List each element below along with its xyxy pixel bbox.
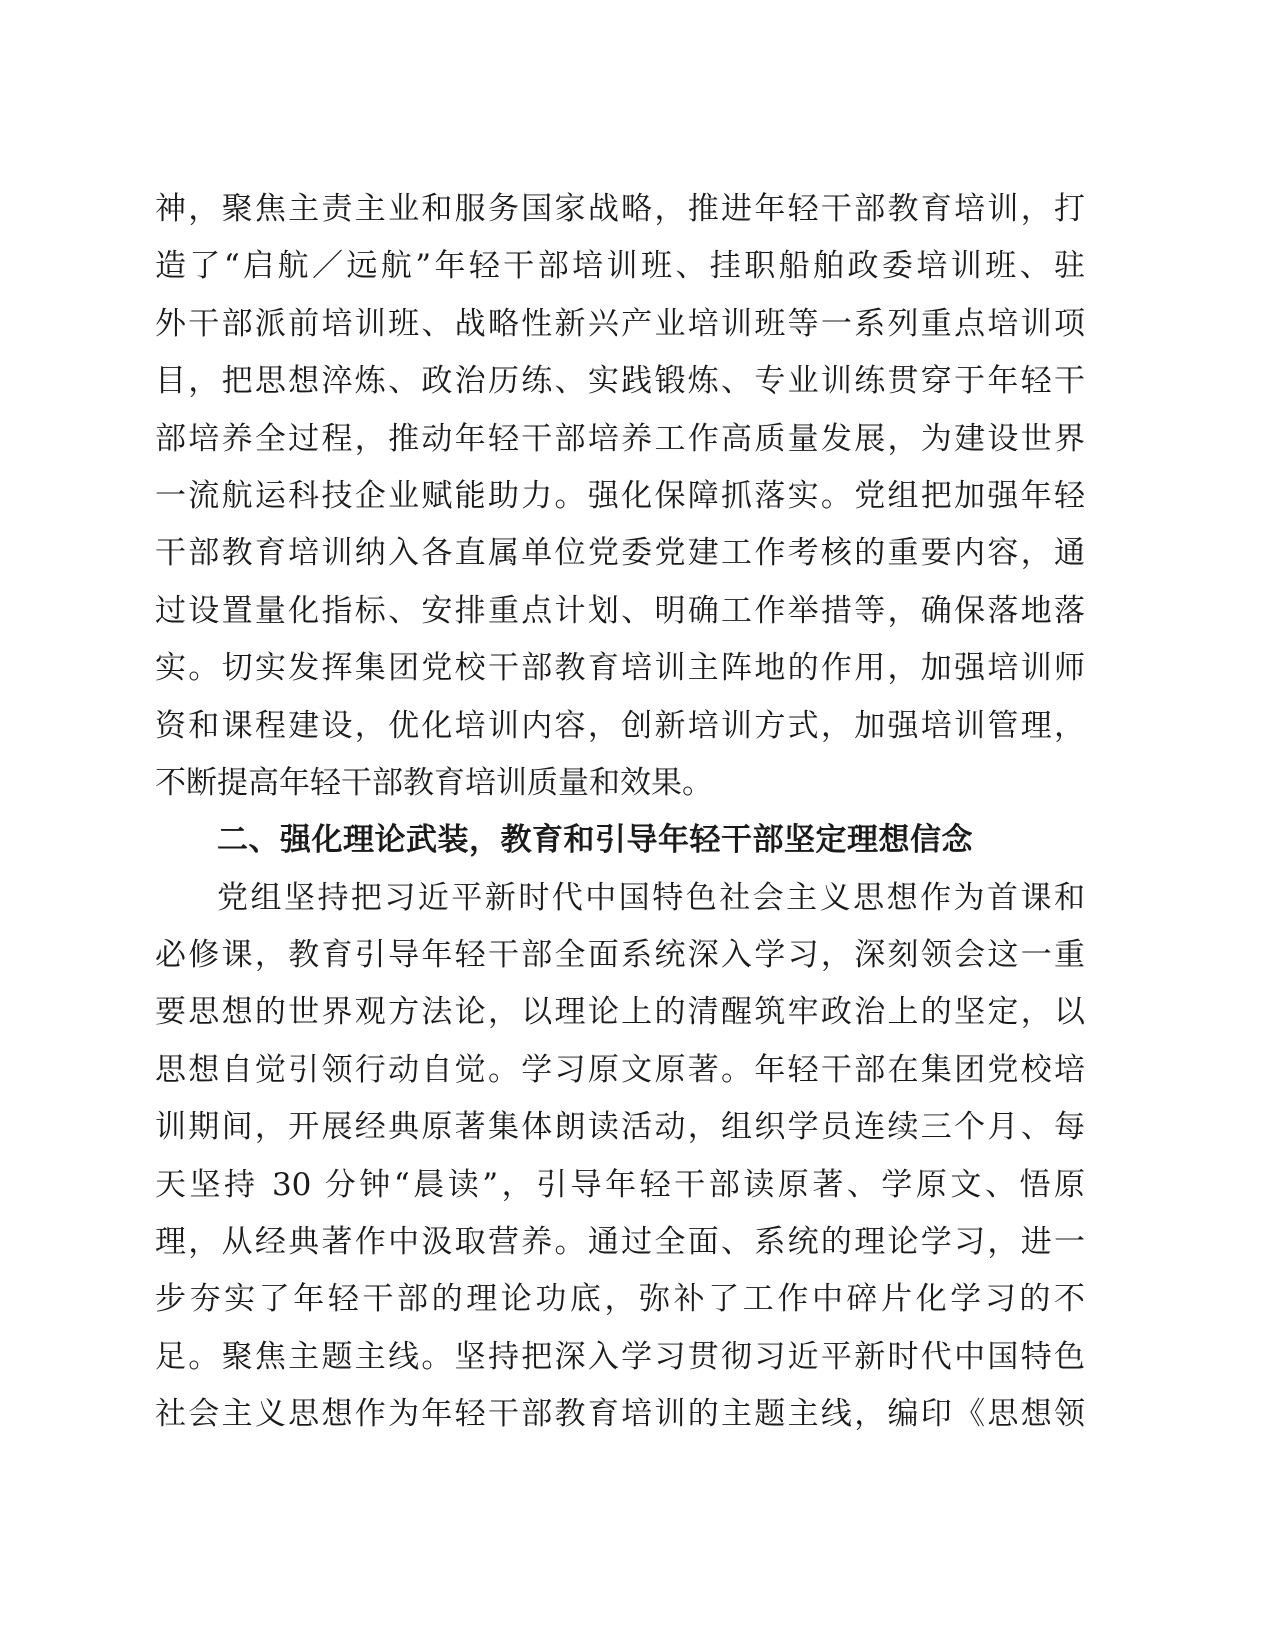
paragraph-line: 要思想的世界观方法论，以理论上的清醒筑牢政治上的坚定，以 [155,994,1085,1031]
paragraph-line: 天坚持 30 分钟“晨读”，引导年轻干部读原著、学原文、悟原 [155,1166,1085,1203]
paragraph-line: 足。聚焦主题主线。坚持把深入学习贯彻习近平新时代中国特色 [155,1338,1085,1375]
paragraph-line: 思想自觉引领行动自觉。学习原文原著。年轻干部在集团党校培 [155,1051,1085,1088]
paragraph-line: 造了“启航／远航”年轻干部培训班、挂职船舶政委培训班、驻 [155,248,1085,285]
paragraph-line: 神，聚焦主责主业和服务国家战略，推进年轻干部教育培训，打 [155,191,1085,227]
paragraph-line: 一流航运科技企业赋能助力。强化保障抓落实。党组把加强年轻 [155,477,1085,514]
paragraph-line: 社会主义思想作为年轻干部教育培训的主题主线，编印《思想领 [155,1396,1085,1433]
paragraph-line: 步夯实了年轻干部的理论功底，弥补了工作中碎片化学习的不 [155,1281,1085,1318]
paragraph-line: 理，从经典著作中汲取营养。通过全面、系统的理论学习，进一 [155,1224,1085,1261]
paragraph-line: 资和课程建设，优化培训内容，创新培训方式，加强培训管理， [155,707,1085,744]
section-heading: 二、强化理论武装，教育和引导年轻干部坚定理想信念 [217,822,973,859]
paragraph-line: 目，把思想淬炼、政治历练、实践锻炼、专业训练贯穿于年轻干 [155,363,1085,400]
paragraph-line: 必修课，教育引导年轻干部全面系统深入学习，深刻领会这一重 [155,937,1085,974]
paragraph-line: 部培养全过程，推动年轻干部培养工作高质量发展，为建设世界 [155,420,1085,457]
paragraph-line: 过设置量化指标、安排重点计划、明确工作举措等，确保落地落 [155,592,1085,629]
paragraph-line: 党组坚持把习近平新时代中国特色社会主义思想作为首课和 [217,879,1085,916]
paragraph-line: 干部教育培训纳入各直属单位党委党建工作考核的重要内容，通 [155,535,1085,572]
paragraph-line: 实。切实发挥集团党校干部教育培训主阵地的作用，加强培训师 [155,650,1085,687]
paragraph-line: 外干部派前培训班、战略性新兴产业培训班等一系列重点培训项 [155,305,1085,342]
document-body [155,181,1085,1444]
paragraph-line: 训期间，开展经典原著集体朗读活动，组织学员连续三个月、每 [155,1109,1085,1146]
paragraph-line: 不断提高年轻干部教育培训质量和效果。 [155,764,713,801]
